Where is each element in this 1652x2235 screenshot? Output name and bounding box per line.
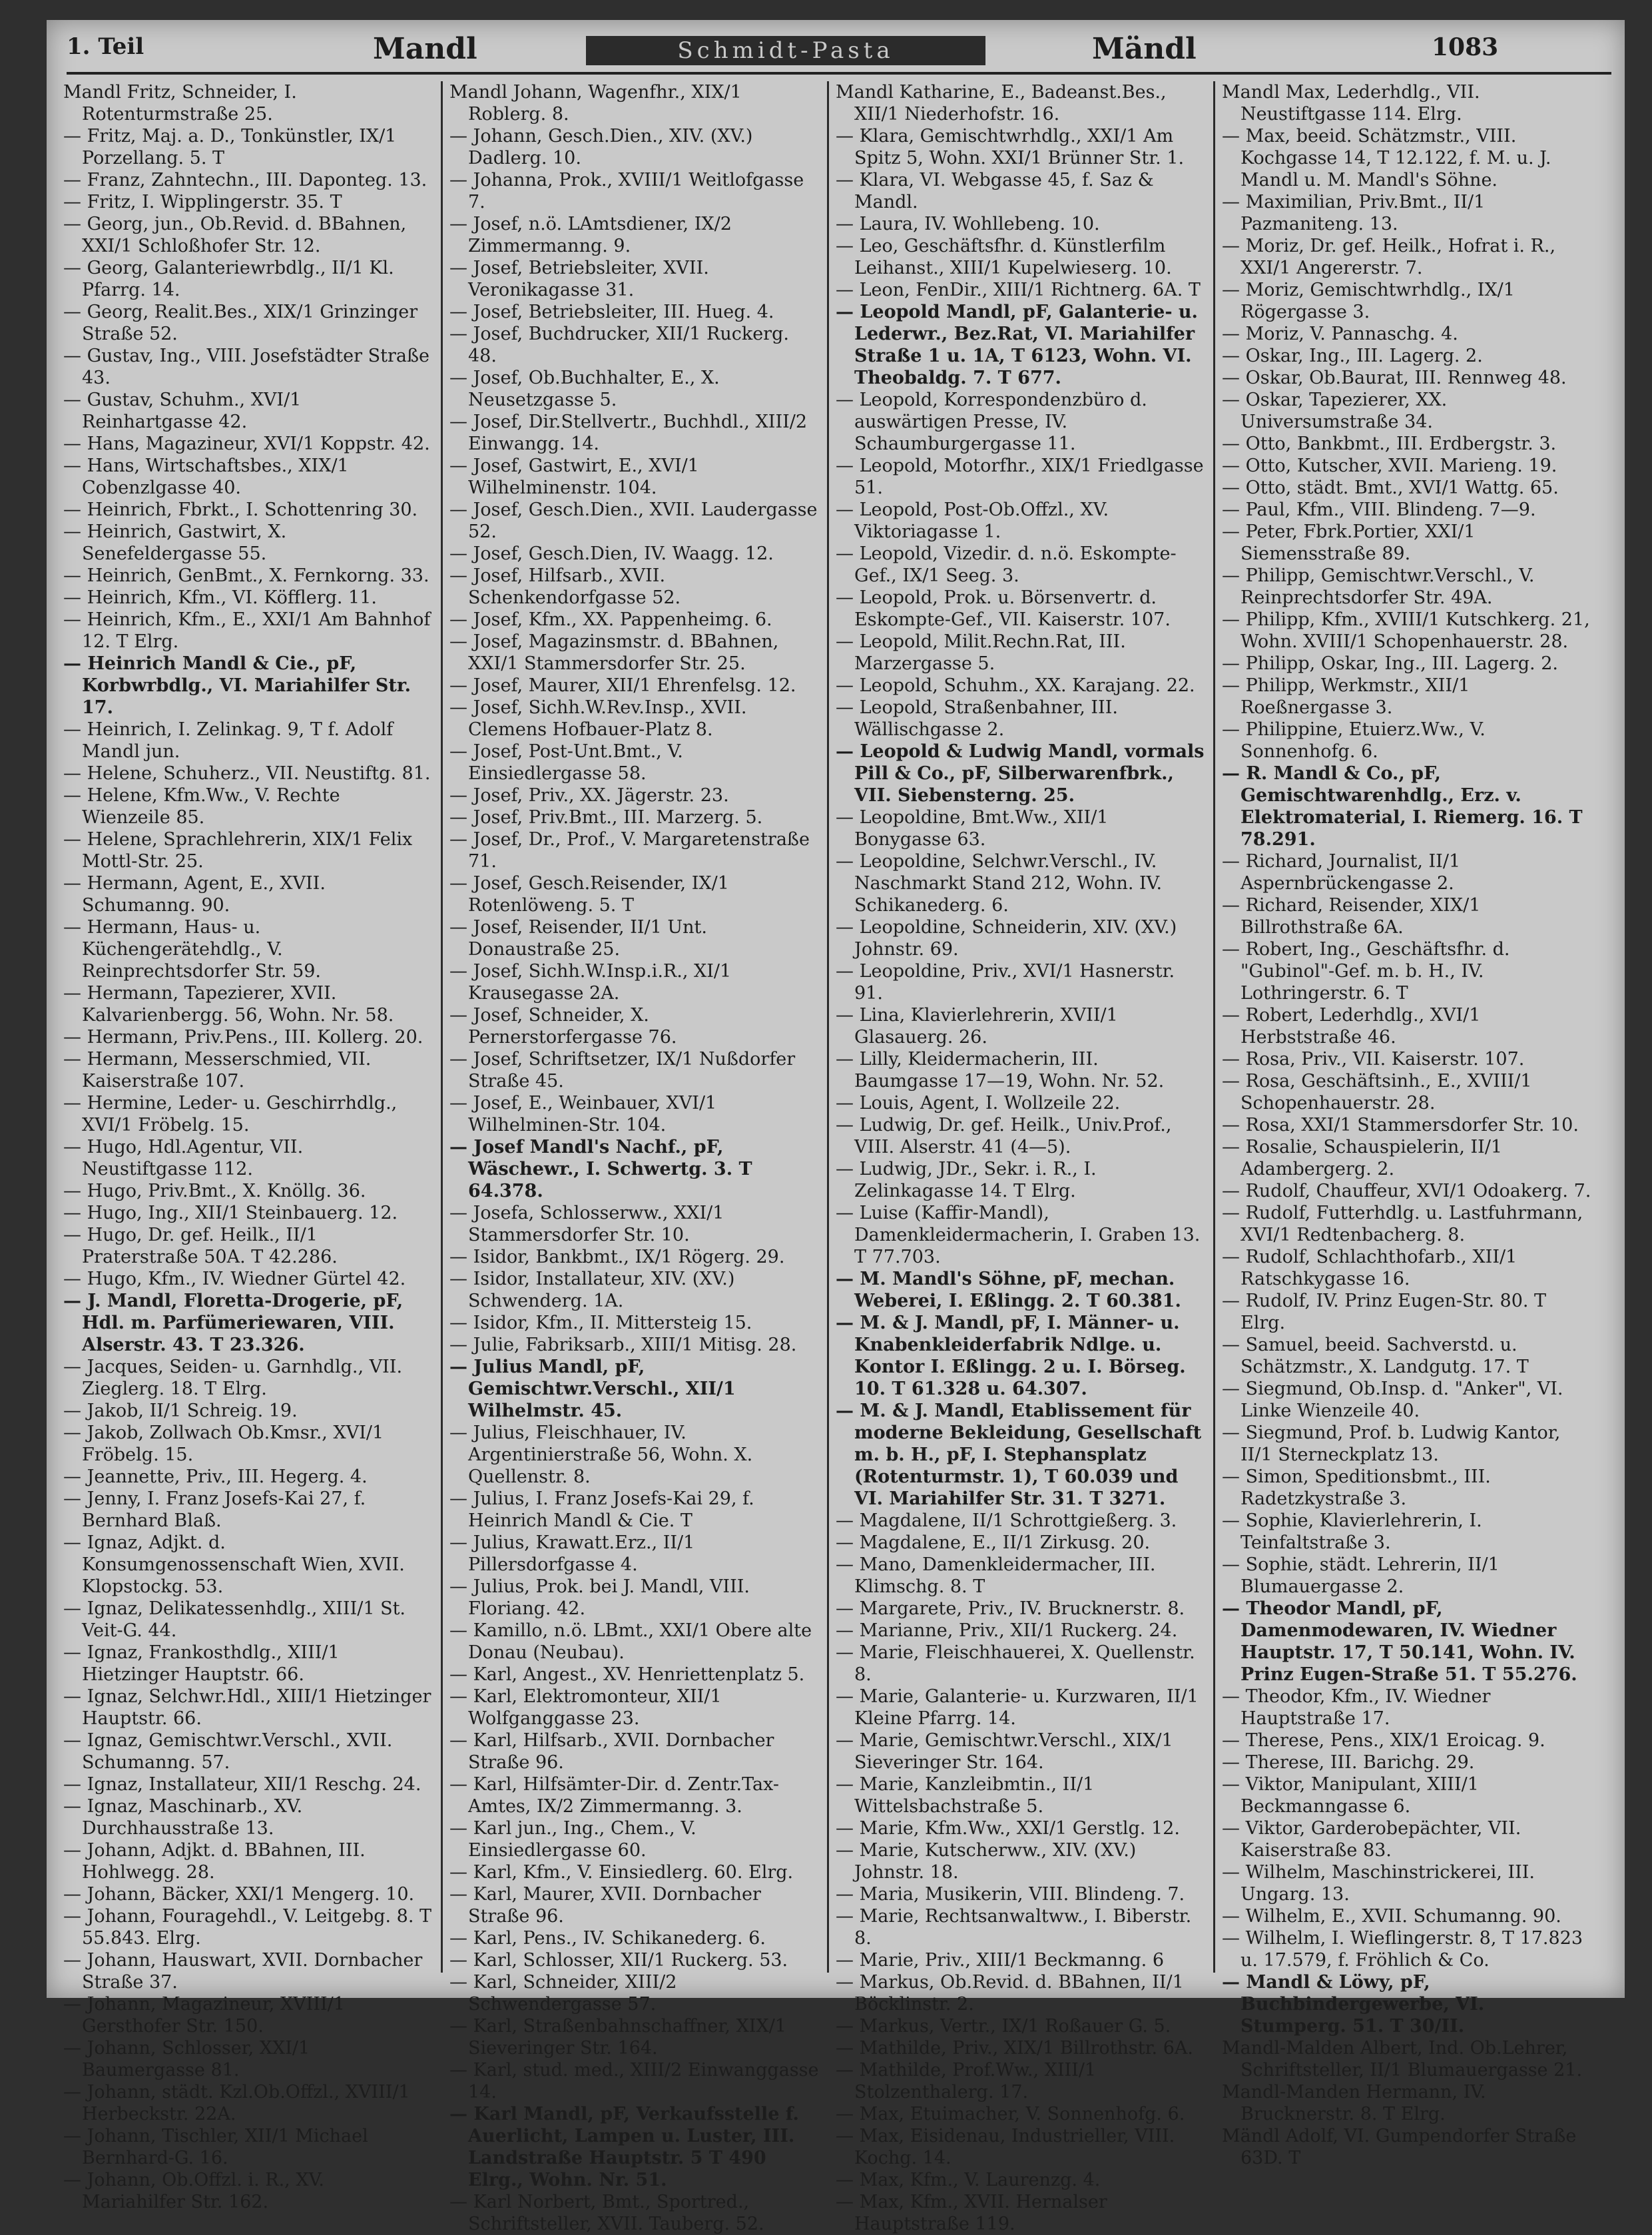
directory-entry: — Georg, jun., Ob.Revid. d. BBahnen, XXI/1 Schloßhofer Str. 12. xyxy=(63,214,407,256)
page-number: 1083 xyxy=(1432,33,1499,61)
directory-entry: — Hermann, Haus- u. Küchengerätehdlg., V. Reinprechtsdorfer Str. 59. xyxy=(63,917,322,982)
directory-entry: — Karl Norbert, Bmt., Sportred., Schriftsteller, XVII. Tauberg. 52. xyxy=(449,2192,764,2234)
directory-entry: — Klara, Gemischtwrhdlg., XXI/1 Am Spitz 5, Wohn. XXI/1 Brünner Str. 1. xyxy=(836,126,1185,168)
directory-entry: — Ignaz, Frankosthdlg., XIII/1 Hietzinger Hauptstr. 66. xyxy=(63,1642,340,1685)
directory-entry: — Josef, E., Weinbauer, XVI/1 Wilhelminen-Str. 104. xyxy=(449,1093,717,1135)
directory-entry: — Fritz, I. Wipplingerstr. 35. T xyxy=(63,192,342,212)
directory-entry: — Lilly, Kleidermacherin, III. Baumgasse 17—19, Wohn. Nr. 52. xyxy=(836,1049,1165,1092)
column-divider xyxy=(1213,81,1215,1973)
directory-entry: — Sophie, Klavierlehrerin, I. Teinfaltstraße 3. xyxy=(1222,1510,1482,1553)
directory-entry: — Rosalie, Schauspielerin, II/1 Adambergerg. 2. xyxy=(1222,1137,1503,1179)
directory-entry: — Josef, Reisender, II/1 Unt. Donaustraße 25. xyxy=(449,917,707,960)
column-3 xyxy=(836,81,1205,2234)
directory-entry: — Ignaz, Maschinarb., XV. Durchhausstraße 13. xyxy=(63,1796,303,1839)
directory-entry: — Philipp, Werkmstr., XII/1 Roeßnergasse 3. xyxy=(1222,675,1470,718)
directory-entry: — Rosa, XXI/1 Stammersdorfer Str. 10. xyxy=(1222,1115,1579,1135)
directory-entry: — Marie, Kanzleibmtin., II/1 Wittelsbachstraße 5. xyxy=(836,1774,1095,1817)
directory-entry: — Marie, Galanterie- u. Kurzwaren, II/1 Kleine Pfarrg. 14. xyxy=(836,1686,1199,1729)
directory-entry: — Karl, Schlosser, XII/1 Ruckerg. 53. xyxy=(449,1950,788,1971)
directory-entry: — Simon, Speditionsbmt., III. Radetzkystraße 3. xyxy=(1222,1466,1491,1509)
directory-entry: — R. Mandl & Co., pF, Gemischtwarenhdlg., Erz. v. Elektromaterial, I. Riemerg. 16. T 78.291. xyxy=(1222,763,1583,850)
directory-entry: — Mandl & Löwy, pF, Buchbindergewerbe, VI. Stumperg. 51. T 30/II. xyxy=(1222,1972,1485,2037)
directory-entry: — Maria, Musikerin, VIII. Blindeng. 7. xyxy=(836,1884,1185,1905)
directory-entry: — Georg, Galanteriewrbdlg., II/1 Kl. Pfarrg. 14. xyxy=(63,258,394,300)
directory-entry: — Heinrich Mandl & Cie., pF, Korbwrbdlg., VI. Mariahilfer Str. 17. xyxy=(63,653,411,718)
directory-entry: — Ignaz, Gemischtwr.Verschl., XVII. Schumanng. 57. xyxy=(63,1730,393,1773)
directory-entry: — Otto, Bankbmt., III. Erdbergstr. 3. xyxy=(1222,434,1557,454)
directory-entry: — Ignaz, Selchwr.Hdl., XIII/1 Hietzinger Hauptstr. 66. xyxy=(63,1686,431,1729)
directory-entry: — Hugo, Hdl.Agentur, VII. Neustiftgasse 112. xyxy=(63,1137,304,1179)
directory-entry: — Josef, Sichh.W.Insp.i.R., XI/1 Krausegasse 2A. xyxy=(449,961,732,1004)
header-rule xyxy=(67,72,1611,75)
directory-entry: — Leopoldine, Priv., XVI/1 Hasnerstr. 91. xyxy=(836,961,1175,1004)
directory-entry: Mandl Max, Lederhdlg., VII. Neustiftgasse 114. Elrg. xyxy=(1222,82,1480,125)
directory-entry: — Josef, Schneider, X. Pernerstorfergasse 76. xyxy=(449,1005,677,1048)
directory-entry: — Leopoldine, Bmt.Ww., XII/1 Bonygasse 63. xyxy=(836,807,1109,850)
directory-entry: — Johann, Fouragehdl., V. Leitgebg. 8. T 55.843. Elrg. xyxy=(63,1906,431,1949)
directory-entry: — Johann, Tischler, XII/1 Michael Bernhard-G. 16. xyxy=(63,2126,368,2168)
directory-entry: — Ludwig, Dr. gef. Heilk., Univ.Prof., VIII. Alserstr. 41 (4—5). xyxy=(836,1115,1172,1157)
directory-entry: — Klara, VI. Webgasse 45, f. Saz & Mandl. xyxy=(836,170,1154,212)
directory-entry: — Josef, Gesch.Reisender, IX/1 Rotenlöweng. 5. T xyxy=(449,873,729,916)
header-advertisement: Schmidt-Pasta xyxy=(586,36,985,65)
directory-entry: — Julie, Fabriksarb., XIII/1 Mitisg. 28. xyxy=(449,1335,797,1355)
directory-entry: — Johann, Schlosser, XXI/1 Baumergasse 81. xyxy=(63,2038,310,2080)
directory-entry: — Johann, Hauswart, XVII. Dornbacher Straße 37. xyxy=(63,1950,423,1993)
directory-entry: — Karl, Straßenbahnschaffner, XIX/1 Sieveringer Str. 164. xyxy=(449,2016,786,2059)
directory-entry: — Rudolf, Chauffeur, XVI/1 Odoakerg. 7. xyxy=(1222,1181,1591,1201)
directory-entry: — Therese, III. Barichg. 29. xyxy=(1222,1752,1475,1773)
directory-entry: — Ignaz, Installateur, XII/1 Reschg. 24. xyxy=(63,1774,421,1795)
directory-entry: — Julius, I. Franz Josefs-Kai 29, f. Heinrich Mandl & Cie. T xyxy=(449,1488,754,1531)
directory-entry: — Josef, Magazinsmstr. d. BBahnen, XXI/1 Stammersdorfer Str. 25. xyxy=(449,631,779,674)
directory-entry: — Julius, Fleischhauer, IV. Argentinierstraße 56, Wohn. X. Quellenstr. 8. xyxy=(449,1423,753,1487)
directory-entry: — Heinrich, Kfm., VI. Köfflerg. 11. xyxy=(63,587,377,608)
directory-entry: — Fritz, Maj. a. D., Tonkünstler, IX/1 Porzellang. 5. T xyxy=(63,126,397,168)
directory-entry: — Leopoldine, Schneiderin, XIV. (XV.) Johnstr. 69. xyxy=(836,917,1177,960)
directory-entry: — Josef, Maurer, XII/1 Ehrenfelsg. 12. xyxy=(449,675,796,696)
page-header xyxy=(47,20,1625,73)
directory-entry: — Richard, Journalist, II/1 Aspernbrückengasse 2. xyxy=(1222,851,1461,894)
directory-entry: — Josef Mandl's Nachf., pF, Wäschewr., I. Schwertg. 3. T 64.378. xyxy=(449,1137,752,1201)
directory-entry: — Peter, Fbrk.Portier, XXI/1 Siemensstraße 89. xyxy=(1222,521,1476,564)
directory-entry: — Helene, Sprachlehrerin, XIX/1 Felix Mottl-Str. 25. xyxy=(63,829,413,872)
directory-entry: — Josef, Buchdrucker, XII/1 Ruckerg. 48. xyxy=(449,324,789,366)
directory-entry: — Gustav, Schuhm., XVI/1 Reinhartgasse 42. xyxy=(63,390,302,432)
directory-entry: — Max, Etuimacher, V. Sonnenhofg. 6. xyxy=(836,2104,1185,2124)
directory-entry: — Hugo, Kfm., IV. Wiedner Gürtel 42. xyxy=(63,1269,406,1289)
directory-entry: — Heinrich, Kfm., E., XXI/1 Am Bahnhof 12. T Elrg. xyxy=(63,609,431,652)
directory-entry: — Josef, Kfm., XX. Pappenheimg. 6. xyxy=(449,609,772,630)
directory-entry: — Josef, Dr., Prof., V. Margaretenstraße 71. xyxy=(449,829,810,872)
directory-entry: — Marie, Kutscherww., XIV. (XV.) Johnstr. 18. xyxy=(836,1840,1137,1883)
directory-entry: — Jeannette, Priv., III. Hegerg. 4. xyxy=(63,1466,368,1487)
directory-entry: — Maximilian, Priv.Bmt., II/1 Pazmaniteng. 13. xyxy=(1222,192,1486,234)
directory-entry: — Johann, Adjkt. d. BBahnen, III. Hohlwegg. 28. xyxy=(63,1840,366,1883)
directory-entry: — Marie, Fleischhauerei, X. Quellenstr. 8. xyxy=(836,1642,1195,1685)
directory-entry: — Heinrich, Gastwirt, X. Senefeldergasse 55. xyxy=(63,521,287,564)
directory-entry: — Wilhelm, E., XVII. Schumanng. 90. xyxy=(1222,1906,1561,1927)
directory-entry: — Markus, Vertr., IX/1 Roßauer G. 5. xyxy=(836,2016,1171,2037)
directory-entry: — Richard, Reisender, XIX/1 Billrothstraße 6A. xyxy=(1222,895,1481,938)
directory-entry: — Josef, Priv.Bmt., III. Marzerg. 5. xyxy=(449,807,763,828)
directory-entry: — Josef, Ob.Buchhalter, E., X. Neusetzgasse 5. xyxy=(449,368,720,410)
directory-entry: — Kamillo, n.ö. LBmt., XXI/1 Obere alte Donau (Neubau). xyxy=(449,1620,812,1663)
directory-entry: — Karl, Angest., XV. Henriettenplatz 5. xyxy=(449,1664,805,1685)
directory-entry: — Louis, Agent, I. Wollzeile 22. xyxy=(836,1093,1121,1114)
column-1 xyxy=(63,81,433,2212)
directory-entry: Mandl-Malden Albert, Ind. Ob.Lehrer, Schriftsteller, II/1 Blumauergasse 21. xyxy=(1222,2038,1583,2080)
directory-entry: Mandl Katharine, E., Badeanst.Bes., XII/1 Niederhofstr. 16. xyxy=(836,82,1167,125)
directory-entry: — Karl, Schneider, XIII/2 Schwendergasse 57. xyxy=(449,1972,677,2015)
directory-entry: — Ignaz, Delikatessenhdlg., XIII/1 St. Veit-G. 44. xyxy=(63,1598,406,1641)
directory-entry: — Moriz, Gemischtwrhdlg., IX/1 Rögergasse 3. xyxy=(1222,280,1515,322)
directory-entry: — Wilhelm, Maschinstrickerei, III. Ungarg. 13. xyxy=(1222,1862,1535,1905)
directory-entry: — Karl, Hilfsämter-Dir. d. Zentr.Tax-Amtes, IX/2 Zimmermanng. 3. xyxy=(449,1774,780,1817)
directory-entry: — Franz, Zahntechn., III. Daponteg. 13. xyxy=(63,170,427,190)
directory-entry: — Mathilde, Prof.Ww., XIII/1 Stolzenthalerg. 17. xyxy=(836,2060,1097,2102)
directory-entry: — Josef, n.ö. LAmtsdiener, IX/2 Zimmermanng. 9. xyxy=(449,214,732,256)
directory-entry: Mandl Fritz, Schneider, I. Rotenturmstraße 25. xyxy=(63,82,297,125)
directory-entry: — Hans, Wirtschaftsbes., XIX/1 Cobenzlgasse 40. xyxy=(63,456,349,498)
directory-entry: — Rosa, Geschäftsinh., E., XVIII/1 Schopenhauerstr. 28. xyxy=(1222,1071,1532,1114)
directory-entry: — Heinrich, Fbrkt., I. Schottenring 30. xyxy=(63,499,418,520)
directory-entry: — Jenny, I. Franz Josefs-Kai 27, f. Bernhard Blaß. xyxy=(63,1488,366,1531)
directory-entry: — Julius Mandl, pF, Gemischtwr.Verschl., XII/1 Wilhelmstr. 45. xyxy=(449,1357,736,1421)
directory-entry: — M. Mandl's Söhne, pF, mechan. Weberei, I. Eßlingg. 2. T 60.381. xyxy=(836,1269,1181,1311)
directory-entry: — Johann, Gesch.Dien., XIV. (XV.) Dadlerg. 10. xyxy=(449,126,753,168)
directory-entry: — Viktor, Garderobepächter, VII. Kaiserstraße 83. xyxy=(1222,1818,1521,1861)
directory-page xyxy=(47,20,1625,2234)
directory-entry: — Moriz, V. Pannaschg. 4. xyxy=(1222,324,1458,344)
directory-entry: — Robert, Lederhdlg., XVI/1 Herbststraße 46. xyxy=(1222,1005,1481,1048)
directory-entry: — Hans, Magazineur, XVI/1 Koppstr. 42. xyxy=(63,434,430,454)
directory-entry: — Josef, Dir.Stellvertr., Buchhdl., XIII/2 Einwangg. 14. xyxy=(449,412,808,454)
directory-entry: — Oskar, Ing., III. Lagerg. 2. xyxy=(1222,346,1483,366)
directory-entry: — Helene, Schuherz., VII. Neustiftg. 81. xyxy=(63,763,431,784)
directory-entry: — Rosa, Priv., VII. Kaiserstr. 107. xyxy=(1222,1049,1525,1070)
directory-entry: — Laura, IV. Wohllebeng. 10. xyxy=(836,214,1100,234)
directory-entry: — Josef, Gesch.Dien., XVII. Laudergasse 52. xyxy=(449,499,818,542)
directory-entry: — Marie, Rechtsanwaltww., I. Biberstr. 8. xyxy=(836,1906,1192,1949)
directory-entry: — Josef, Betriebsleiter, III. Hueg. 4. xyxy=(449,302,774,322)
directory-entry: — Johann, Magazineur, XVIII/1 Gersthofer Str. 150. xyxy=(63,1994,345,2037)
directory-entry: — Sophie, städt. Lehrerin, II/1 Blumauergasse 2. xyxy=(1222,1554,1500,1597)
directory-entry: — Marie, Priv., XIII/1 Beckmanng. 6 xyxy=(836,1950,1165,1971)
column-divider xyxy=(441,81,443,1973)
directory-entry: — Ignaz, Adjkt. d. Konsumgenossenschaft Wien, XVII. Klopstockg. 53. xyxy=(63,1532,405,1597)
directory-entry: — Leo, Geschäftsfhr. d. Künstlerfilm Leihanst., XIII/1 Kupelwieserg. 10. xyxy=(836,236,1172,278)
directory-entry: — Robert, Ing., Geschäftsfhr. d. "Gubinol"-Gef. m. b. H., IV. Lothringerstr. 6. T xyxy=(1222,939,1510,1004)
directory-entry: — Karl, Pens., IV. Schikanederg. 6. xyxy=(449,1928,766,1949)
directory-entry: — Otto, Kutscher, XVII. Marieng. 19. xyxy=(1222,456,1557,476)
directory-entry: — Karl, stud. med., XIII/2 Einwanggasse 14. xyxy=(449,2060,819,2102)
header-keyword-right: Mändl xyxy=(1092,32,1197,66)
directory-entry: — Josef, Gesch.Dien, IV. Waagg. 12. xyxy=(449,543,774,564)
directory-entry: — Karl, Elektromonteur, XII/1 Wolfganggasse 23. xyxy=(449,1686,722,1729)
directory-entry: — Philipp, Gemischtwr.Verschl., V. Reinprechtsdorfer Str. 49A. xyxy=(1222,565,1535,608)
directory-entry: — Hermine, Leder- u. Geschirrhdlg., XVI/1 Fröbelg. 15. xyxy=(63,1093,398,1135)
directory-entry: — Leopold & Ludwig Mandl, vormals Pill & Co., pF, Silberwarenfbrk., VII. Siebensterng. 25. xyxy=(836,741,1205,806)
directory-entry: — Leopold, Prok. u. Börsenvertr. d. Eskompte-Gef., VII. Kaiserstr. 107. xyxy=(836,587,1171,630)
directory-entry: — Otto, städt. Bmt., XVI/1 Wattg. 65. xyxy=(1222,478,1559,498)
directory-entry: — Max, Kfm., XVII. Hernalser Hauptstraße 119. xyxy=(836,2192,1107,2234)
directory-entry: — Karl, Maurer, XVII. Dornbacher Straße 96. xyxy=(449,1884,761,1927)
directory-entry: — Leopold, Milit.Rechn.Rat, III. Marzergasse 5. xyxy=(836,631,1126,674)
directory-entry: — Leopoldine, Selchwr.Verschl., IV. Naschmarkt Stand 212, Wohn. IV. Schikanederg. 6. xyxy=(836,851,1163,916)
directory-entry: — Karl, Kfm., V. Einsiedlerg. 60. Elrg. xyxy=(449,1862,794,1883)
header-keyword-left: Mandl xyxy=(373,32,477,66)
directory-entry: — Philippine, Etuierz.Ww., V. Sonnenhofg. 6. xyxy=(1222,719,1486,762)
directory-entry: — Jakob, II/1 Schreig. 19. xyxy=(63,1401,298,1421)
directory-entry: — Markus, Ob.Revid. d. BBahnen, II/1 Böcklinstr. 2. xyxy=(836,1972,1184,2015)
directory-entry: — Rudolf, Schlachthofarb., XII/1 Ratschkygasse 16. xyxy=(1222,1247,1517,1289)
directory-entry: — Theodor Mandl, pF, Damenmodewaren, IV. Wiedner Hauptstr. 17, T 50.141, Wohn. IV. Prinz Eugen-Straße 51. T 55.276. xyxy=(1222,1598,1577,1685)
directory-entry: — Heinrich, I. Zelinkag. 9, T f. Adolf Mandl jun. xyxy=(63,719,394,762)
directory-entry: — Hermann, Priv.Pens., III. Kollerg. 20. xyxy=(63,1027,423,1048)
directory-entry: — Josef, Priv., XX. Jägerstr. 23. xyxy=(449,785,729,806)
directory-entry: Mandl Johann, Wagenfhr., XIX/1 Roblerg. 8. xyxy=(449,82,742,125)
directory-entry: — Rudolf, Futterhdlg. u. Lastfuhrmann, XVI/1 Redtenbacherg. 8. xyxy=(1222,1203,1583,1245)
directory-entry: — Leopold, Korrespondenzbüro d. auswärtigen Presse, IV. Schaumburgergasse 11. xyxy=(836,390,1147,454)
directory-entry: — Viktor, Manipulant, XIII/1 Beckmanngasse 6. xyxy=(1222,1774,1479,1817)
directory-entry: — Therese, Pens., XIX/1 Eroicag. 9. xyxy=(1222,1730,1545,1751)
directory-entry: — Max, Kfm., V. Laurenzg. 4. xyxy=(836,2170,1101,2190)
directory-entry: — Theodor, Kfm., IV. Wiedner Hauptstraße 17. xyxy=(1222,1686,1491,1729)
directory-entry: — Margarete, Priv., IV. Brucknerstr. 8. xyxy=(836,1598,1185,1619)
directory-entry: — Leopold, Vizedir. d. n.ö. Eskompte-Gef., IX/1 Seeg. 3. xyxy=(836,543,1177,586)
directory-entry: — Isidor, Bankbmt., IX/1 Rögerg. 29. xyxy=(449,1247,785,1267)
directory-entry: — Johann, Bäcker, XXI/1 Mengerg. 10. xyxy=(63,1884,415,1905)
directory-entry: — Josef, Schriftsetzer, IX/1 Nußdorfer Straße 45. xyxy=(449,1049,796,1092)
directory-entry: — Marie, Gemischtwr.Verschl., XIX/1 Sieveringer Str. 164. xyxy=(836,1730,1173,1773)
directory-entry: — Hermann, Messerschmied, VII. Kaiserstraße 107. xyxy=(63,1049,372,1092)
directory-entry: — Ludwig, JDr., Sekr. i. R., I. Zelinkagasse 14. T Elrg. xyxy=(836,1159,1097,1201)
directory-entry: — Magdalene, E., II/1 Zirkusg. 20. xyxy=(836,1532,1151,1553)
directory-entry: — Hermann, Tapezierer, XVII. Kalvarienbergg. 56, Wohn. Nr. 58. xyxy=(63,983,394,1026)
directory-entry: — Josef, Hilfsarb., XVII. Schenkendorfgasse 52. xyxy=(449,565,681,608)
directory-entry: — Josef, Gastwirt, E., XVI/1 Wilhelminenstr. 104. xyxy=(449,456,699,498)
directory-entry: — Johann, Ob.Offzl. i. R., XV. Mariahilfer Str. 162. xyxy=(63,2170,324,2212)
directory-entry: — Jacques, Seiden- u. Garnhdlg., VII. Zieglerg. 18. T Elrg. xyxy=(63,1357,403,1399)
directory-entry: — Rudolf, IV. Prinz Eugen-Str. 80. T Elrg. xyxy=(1222,1291,1547,1333)
directory-entry: Mandl-Manden Hermann, IV. Brucknerstr. 8. T Elrg. xyxy=(1222,2082,1486,2124)
directory-entry: — Siegmund, Prof. b. Ludwig Kantor, II/1 Sterneckplatz 13. xyxy=(1222,1423,1561,1465)
directory-entry: — Leopold, Schuhm., XX. Karajang. 22. xyxy=(836,675,1195,696)
directory-entry: — Marie, Kfm.Ww., XXI/1 Gerstlg. 12. xyxy=(836,1818,1180,1839)
directory-entry: — Johanna, Prok., XVIII/1 Weitlofgasse 7. xyxy=(449,170,804,212)
directory-entry: — Magdalene, II/1 Schrottgießerg. 3. xyxy=(836,1510,1177,1531)
directory-entry: — Max, beeid. Schätzmstr., VIII. Kochgasse 14, T 12.122, f. M. u. J. Mandl u. M. Mandl's Söhne. xyxy=(1222,126,1551,190)
directory-entry: — Moriz, Dr. gef. Heilk., Hofrat i. R., XXI/1 Angererstr. 7. xyxy=(1222,236,1556,278)
directory-entry: — J. Mandl, Floretta-Drogerie, pF, Hdl. m. Parfümeriewaren, VIII. Alserstr. 43. T 23.326. xyxy=(63,1291,404,1355)
directory-entry: — Max, Eisidenau, Industrieller, VIII. Kochg. 14. xyxy=(836,2126,1175,2168)
directory-entry: — Isidor, Kfm., II. Mittersteig 15. xyxy=(449,1313,752,1333)
directory-entry: — Wilhelm, I. Wieflingerstr. 8, T 17.823 u. 17.579, f. Fröhlich & Co. xyxy=(1222,1928,1583,1971)
directory-entry: — Leopold, Straßenbahner, III. Wällischgasse 2. xyxy=(836,697,1118,740)
directory-entry: — Marianne, Priv., XII/1 Ruckerg. 24. xyxy=(836,1620,1178,1641)
directory-entry: — Hugo, Ing., XII/1 Steinbauerg. 12. xyxy=(63,1203,398,1223)
directory-entry: — Siegmund, Ob.Insp. d. "Anker", VI. Linke Wienzeile 40. xyxy=(1222,1379,1563,1421)
column-2 xyxy=(449,81,819,2234)
directory-entry: — Josef, Post-Unt.Bmt., V. Einsiedlergasse 58. xyxy=(449,741,683,784)
directory-entry: — Jakob, Zollwach Ob.Kmsr., XVI/1 Fröbelg. 15. xyxy=(63,1423,384,1465)
directory-entry: — Leopold, Motorfhr., XIX/1 Friedlgasse 51. xyxy=(836,456,1204,498)
directory-entry: — Julius, Prok. bei J. Mandl, VIII. Floriang. 42. xyxy=(449,1576,750,1619)
directory-entry: — Karl Mandl, pF, Verkaufsstelle f. Auerlicht, Lampen u. Luster, III. Landstraße Hauptstr. 5 T 490 Elrg., Wohn. Nr. 51. xyxy=(449,2104,799,2190)
directory-entry: — Josef, Sichh.W.Rev.Insp., XVII. Clemens Hofbauer-Platz 8. xyxy=(449,697,747,740)
directory-entry: — Josefa, Schlosserww., XXI/1 Stammersdorfer Str. 10. xyxy=(449,1203,724,1245)
directory-entry: — Oskar, Tapezierer, XX. Universumstraße 34. xyxy=(1222,390,1448,432)
directory-entry: — M. & J. Mandl, pF, I. Männer- u. Knabenkleiderfabrik Ndlge. u. Kontor I. Eßlingg. 2 u. I. Börseg. 10. T 61.328 u. 64.307. xyxy=(836,1313,1186,1399)
directory-entry: — Philipp, Kfm., XVIII/1 Kutschkerg. 21, Wohn. XVIII/1 Schopenhauerstr. 28. xyxy=(1222,609,1590,652)
part-label: 1. Teil xyxy=(67,33,144,60)
directory-entry: — Mano, Damenkleidermacher, III. Klimschg. 8. T xyxy=(836,1554,1156,1597)
directory-entry: — M. & J. Mandl, Etablissement für moderne Bekleidung, Gesellschaft m. b. H., pF, I. Stephansplatz (Rotenturmstr. 1), T 60.039 und VI. Mariahilfer Str. 31. T 3271. xyxy=(836,1401,1202,1509)
directory-entry: — Mathilde, Priv., XIX/1 Billrothstr. 6A. xyxy=(836,2038,1193,2059)
directory-entry: — Julius, Krawatt.Erz., II/1 Pillersdorfgasse 4. xyxy=(449,1532,695,1575)
directory-entry: — Hermann, Agent, E., XVII. Schumanng. 90. xyxy=(63,873,326,916)
directory-entry: — Hugo, Priv.Bmt., X. Knöllg. 36. xyxy=(63,1181,366,1201)
directory-entry: — Isidor, Installateur, XIV. (XV.) Schwenderg. 1A. xyxy=(449,1269,735,1311)
directory-entry: — Heinrich, GenBmt., X. Fernkorng. 33. xyxy=(63,565,429,586)
directory-entry: — Oskar, Ob.Baurat, III. Rennweg 48. xyxy=(1222,368,1567,388)
column-4 xyxy=(1222,81,1591,2168)
directory-entry: — Paul, Kfm., VIII. Blindeng. 7—9. xyxy=(1222,499,1536,520)
directory-entry: — Samuel, beeid. Sachverstd. u. Schätzmstr., X. Landgutg. 17. T xyxy=(1222,1335,1529,1377)
directory-entry: — Leopold Mandl, pF, Galanterie- u. Lederwr., Bez.Rat, VI. Mariahilfer Straße 1 u. 1A, T 6123, Wohn. VI. Theobaldg. 7. T 677. xyxy=(836,302,1198,388)
directory-entry: — Leopold, Post-Ob.Offzl., XV. Viktoriagasse 1. xyxy=(836,499,1109,542)
directory-entry: — Georg, Realit.Bes., XIX/1 Grinzinger Straße 52. xyxy=(63,302,418,344)
directory-entry: — Karl jun., Ing., Chem., V. Einsiedlergasse 60. xyxy=(449,1818,696,1861)
directory-entry: Mändl Adolf, VI. Gumpendorfer Straße 63D. T xyxy=(1222,2126,1577,2168)
column-divider xyxy=(827,81,829,1973)
directory-entry: — Leon, FenDir., XIII/1 Richtnerg. 6A. T xyxy=(836,280,1201,300)
directory-entry: — Josef, Betriebsleiter, XVII. Veronikagasse 31. xyxy=(449,258,709,300)
directory-entry: — Philipp, Oskar, Ing., III. Lagerg. 2. xyxy=(1222,653,1558,674)
directory-entry: — Karl, Hilfsarb., XVII. Dornbacher Straße 96. xyxy=(449,1730,774,1773)
directory-entry: — Gustav, Ing., VIII. Josefstädter Straße 43. xyxy=(63,346,429,388)
directory-entry: — Lina, Klavierlehrerin, XVII/1 Glasauerg. 26. xyxy=(836,1005,1118,1048)
directory-entry: — Helene, Kfm.Ww., V. Rechte Wienzeile 85. xyxy=(63,785,340,828)
directory-entry: — Luise (Kaffir-Mandl), Damenkleidermacherin, I. Graben 13. T 77.703. xyxy=(836,1203,1201,1267)
directory-entry: — Johann, städt. Kzl.Ob.Offzl., XVIII/1 Herbeckstr. 22A. xyxy=(63,2082,410,2124)
directory-entry: — Hugo, Dr. gef. Heilk., II/1 Praterstraße 50A. T 42.286. xyxy=(63,1225,338,1267)
